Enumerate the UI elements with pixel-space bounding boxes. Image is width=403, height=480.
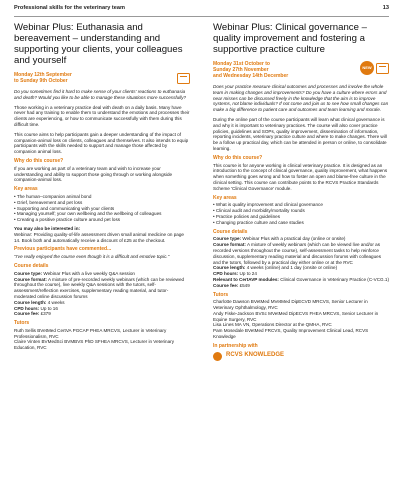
detail-format: Course format: A mixture of pre-recorded weekly webinars (which can be reviewed throughout the course), live weekly Q&A sessions with the tutors, self-assessment/reflection exercises, supplementary reading material, and tutor-moderated online discussion forums	[14, 276, 185, 299]
course-dates	[14, 72, 190, 89]
course-euthanasia	[14, 22, 190, 351]
list-item: • The human–companion animal bond	[14, 194, 190, 200]
date-start: Monday 31st October to	[213, 61, 270, 67]
tutors-heading: Tutors	[14, 320, 30, 327]
list-item: • What is quality improvement and clinical governance	[213, 202, 389, 208]
rcvs-knowledge-logo-icon	[213, 352, 222, 361]
detail-type: Course type: Webinar Plus with a practical day (online or onsite)	[213, 236, 346, 242]
detail-fee: Course fee: £549	[213, 282, 250, 288]
detail-length: Course length: 4 weeks	[14, 299, 65, 305]
course-dates	[213, 61, 389, 84]
key-areas-heading: Key areas	[14, 186, 38, 193]
list-item: • Creating a positive practice culture around pet loss	[14, 217, 190, 223]
why-heading: Why do this course?	[14, 157, 64, 164]
detail-relevant: Relevant to CertAVP modules: Clinical Governance in Veterinary Practice (C-VCG.1)	[213, 276, 389, 282]
tutor: Pam Mosedale BVetMed FRCVS, Quality Improvement Clinical Lead, RCVS Knowledge	[213, 328, 369, 340]
detail-format: Course format: A mixture of weekly webinars (which can be viewed live and/or as recorded versions throughout the course), self-assessment tasks to help reinforce discussion, supplementary reading material and discussion forums with colleagues and the tutors, followed by a practical day either online or at the RVC	[213, 242, 382, 265]
detail-length: Course length: 4 weeks (online) and 1 day (onsite or online)	[213, 265, 338, 271]
why-heading: Why do this course?	[213, 154, 263, 161]
date-end: and Wednesday 14th December	[213, 73, 289, 79]
key-areas-list	[14, 194, 190, 223]
tutor: Andy Fiske-Jackson BVSc MVetMed DipECVS FHEA MRCVS, Senior Lecturer in Equine Surgery, RVC	[213, 310, 379, 322]
key-areas-list	[213, 202, 389, 225]
course-clinical-governance	[213, 22, 389, 361]
list-item: • Practice policies and guidelines	[213, 214, 389, 220]
list-item: • Changing practice culture and case studies	[213, 220, 389, 226]
date-mid: Sunday 27th November	[213, 67, 269, 73]
intro-paragraph: This course aims to help participants gain a deeper understanding of the impact of companion-animal loss on clients, colleagues and themselves. It also intends to equip participants with the skills needed to support and manage those affected by companion animal loss.	[14, 131, 189, 155]
tutor: Lisa Lines MA VN, Operations Director at the QMHA, RVC	[213, 322, 332, 328]
detail-type: Course type: Webinar Plus with a live weekly Q&A session	[14, 270, 135, 276]
calendar-icon	[376, 63, 389, 74]
why-text: This course is for anyone working in clinical veterinary practice. It is designed as an introduction to the concept of clinical governance, quality improvement, what happens when something goes wrong and how to foster an open and blame-free culture in the clinical setting. This course can contribute points to the RCVS Practice Standards Scheme 'Clinical Governance' module.	[213, 162, 388, 191]
participant-quote: "I've really enjoyed the course even though it is a difficult and emotive topic."	[14, 254, 170, 260]
detail-cpd: CPD hours: Up to 24	[213, 271, 257, 277]
course-title: Webinar Plus: Euthanasia and bereavement – understanding and supporting your clients, your colleagues and yourself	[14, 22, 183, 66]
calendar-icon	[177, 73, 190, 84]
also-heading: You may also be interested in:	[14, 225, 81, 231]
partner-logo	[213, 352, 389, 361]
header-title: Professional skills for the veterinary team	[14, 5, 125, 11]
date-start: Monday 12th September	[14, 72, 72, 78]
tutor: Claire Vinten BVMedSci BVMBVS PhD SFHEA MRCVS, Lecturer in Veterinary Education, RVC	[14, 339, 174, 351]
intro-paragraph: During the online part of the course participants will learn what clinical governance is and why it is important to veterinary practices. The course will also cover practice policies, guidelines and SOPs, quality improvement, dissemination of information, reporting incidents, veterinary practice culture and where to make changes. There will be a follow up practical day, which can be attended in person or online, to consolidate learning.	[213, 116, 387, 151]
list-item: • Supporting and communicating with your clients	[14, 206, 190, 212]
intro-paragraph: Do you sometimes find it hard to make sense of your clients' reactions to euthanasia and death? Would you like to be able to manage these situations more successfully?	[14, 89, 187, 100]
tutor: Ruth Sellis BVetMed CertVA PGCAP PHEA MRCVS, Lecturer in Veterinary Professionalism, RVC	[14, 327, 167, 339]
header-rule	[14, 16, 389, 17]
page-number: 13	[382, 5, 389, 11]
list-item: • Managing yourself; your own wellbeing and the wellbeing of colleagues	[14, 211, 190, 217]
details-heading: Course details	[14, 262, 49, 269]
tutor: Charlotte Dawson BVetMed MVetMed DipECVD MRCVS, Senior Lecturer in Veterinary Ophthalmology, RVC	[213, 299, 368, 311]
key-areas-heading: Key areas	[213, 194, 237, 201]
date-end: to Sunday 9th October	[14, 78, 68, 84]
previous-heading: Previous participants have commented...	[14, 246, 112, 253]
list-item: • Grief, bereavement and pet loss	[14, 200, 190, 206]
also-text: Webinar: Providing quality-of-life assessment driven small animal medicine on page 14. Book both and automatically receive a discount of £25 at the checkout.	[14, 231, 184, 243]
details-heading: Course details	[213, 228, 248, 235]
page-header	[14, 5, 389, 11]
intro-paragraph: Those working in a veterinary practice deal with death on a daily basis. Many have never had any training to enable them to understand the emotions and processes their clients are experiencing, or how to communicate successfully with them during this difficult time.	[14, 104, 190, 127]
tutors-heading: Tutors	[213, 291, 229, 298]
detail-cpd: CPD hours: Up to 16	[14, 305, 58, 311]
why-text: If you are working as part of a veterinary team and wish to increase your understanding and ability to support those going through or working alongside companion-animal loss.	[14, 165, 173, 183]
detail-fee: Course fee: £379	[14, 311, 51, 317]
list-item: • Clinical audit and morbidity/mortality rounds	[213, 208, 389, 214]
partner-logo-text: RCVS KNOWLEDGE	[226, 352, 285, 359]
partner-heading: In partnership with	[213, 342, 258, 349]
new-badge: NEW	[360, 61, 374, 75]
intro-paragraph: Does your practice measure clinical outcomes and processes and involve the whole team in making changes and improvements? Do you have a culture where errors and near misses can be discussed freely in the knowledge that the aim is to improve systems, not blame individuals? If not come and join us to see how small changes can make a big difference to patient care and outcomes and team learning and morale.	[213, 84, 389, 113]
course-title: Webinar Plus: Clinical governance – quality improvement and fostering a supportive practice culture	[213, 22, 367, 55]
